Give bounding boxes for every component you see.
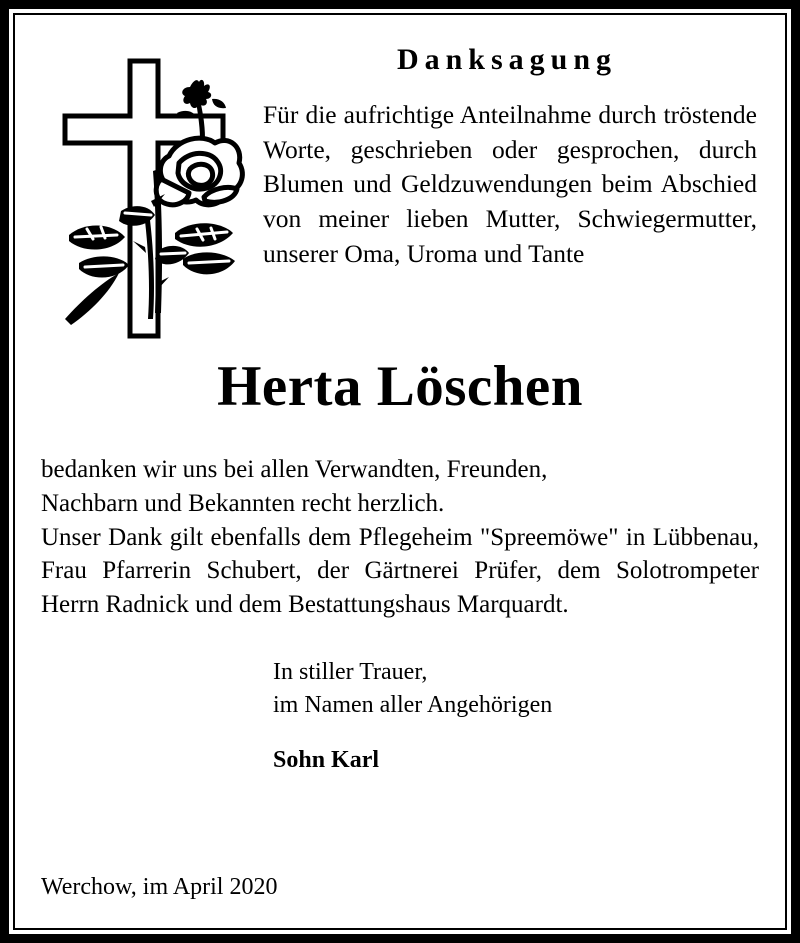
cross-with-rose-icon <box>57 51 247 341</box>
illustration-container <box>41 29 263 341</box>
heading-and-intro <box>263 29 759 271</box>
card-content <box>15 15 785 928</box>
border-inner-rule <box>13 13 787 930</box>
body-paragraph-1: bedanken wir uns bei allen Verwandten, Freunden, <box>41 456 548 484</box>
body-text <box>41 453 759 621</box>
closing-line-1: In stiller Trauer, <box>273 658 428 685</box>
signature: Sohn Karl <box>273 746 380 773</box>
deceased-name: Herta Löschen <box>217 355 583 418</box>
body-paragraph-1b: Nachbarn und Bekannten recht herzlich. <box>41 490 445 518</box>
intro-paragraph: Für die aufrichtige Anteilnahme durch tröstende Worte, geschrieben oder gesprochen, durch Blumen und Geldzuwendungen beim Abschied von meiner lieben Mutter, Schwiegermutter, unserer Oma, Uroma und Tante <box>263 100 757 268</box>
closing-block <box>41 656 759 777</box>
border-gap <box>9 9 791 934</box>
top-section <box>41 29 759 341</box>
page-title: Danksagung <box>396 43 618 76</box>
closing-line-2: im Namen aller Angehörigen <box>273 691 553 718</box>
place-and-date: Werchow, im April 2020 <box>41 874 278 901</box>
body-paragraph-2: Unser Dank gilt ebenfalls dem Pflegeheim "Spreemöwe" in Lübbenau, Frau Pfarrerin Schubert, der Gärtnerei Prüfer, dem Solotrompeter Herrn Radnick und dem Bestattungshaus Marquardt. <box>41 523 759 618</box>
